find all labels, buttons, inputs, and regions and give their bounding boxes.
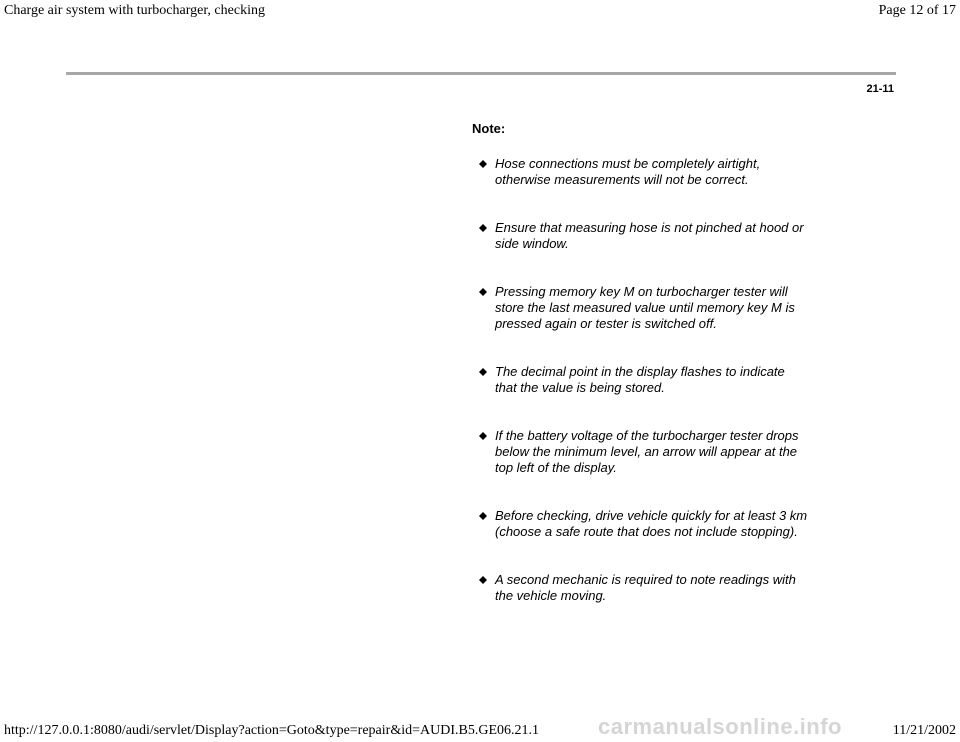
note-item: [478, 572, 808, 604]
note-item-text: The decimal point in the display flashes to indicate that the value is being stored.: [495, 364, 785, 395]
print-footer-date: 11/21/2002: [892, 723, 956, 738]
print-header-title: Charge air system with turbocharger, checking: [4, 3, 265, 18]
print-footer-url: http://127.0.0.1:8080/audi/servlet/Display?action=Goto&type=repair&id=AUDI.B5.GE06.21.1: [4, 723, 539, 738]
diamond-bullet-icon: [479, 224, 487, 232]
diamond-bullet-icon: [479, 160, 487, 168]
watermark: carmanualsonline.info: [598, 714, 842, 739]
note-item: [478, 156, 808, 188]
note-item-text: Before checking, drive vehicle quickly for at least 3 km (choose a safe route that does not include stopping).: [495, 508, 808, 539]
diamond-bullet-icon: [479, 368, 487, 376]
note-item: [478, 284, 808, 332]
note-item: [478, 220, 808, 252]
header-rule: [66, 72, 896, 75]
note-item: [478, 428, 808, 476]
note-item-text: If the battery voltage of the turbocharger tester drops below the minimum level, an arrow will appear at the top left of the display.: [495, 428, 799, 475]
note-item-text: Ensure that measuring hose is not pinched at hood or side window.: [495, 220, 804, 251]
note-item-text: Pressing memory key M on turbocharger tester will store the last measured value until memory key M is pressed again or tester is switched off.: [495, 284, 795, 331]
note-item-text: Hose connections must be completely airtight, otherwise measurements will not be correct.: [495, 156, 761, 187]
diamond-bullet-icon: [479, 576, 487, 584]
diamond-bullet-icon: [479, 288, 487, 296]
diamond-bullet-icon: [479, 512, 487, 520]
note-item: [478, 364, 808, 396]
print-header-page-label: Page 12 of 17: [878, 3, 956, 18]
note-heading: Note:: [472, 121, 506, 136]
diamond-bullet-icon: [479, 432, 487, 440]
page-number: 21-11: [866, 83, 894, 95]
note-item: [478, 508, 808, 540]
note-item-text: A second mechanic is required to note readings with the vehicle moving.: [495, 572, 796, 603]
note-list: [478, 156, 808, 636]
